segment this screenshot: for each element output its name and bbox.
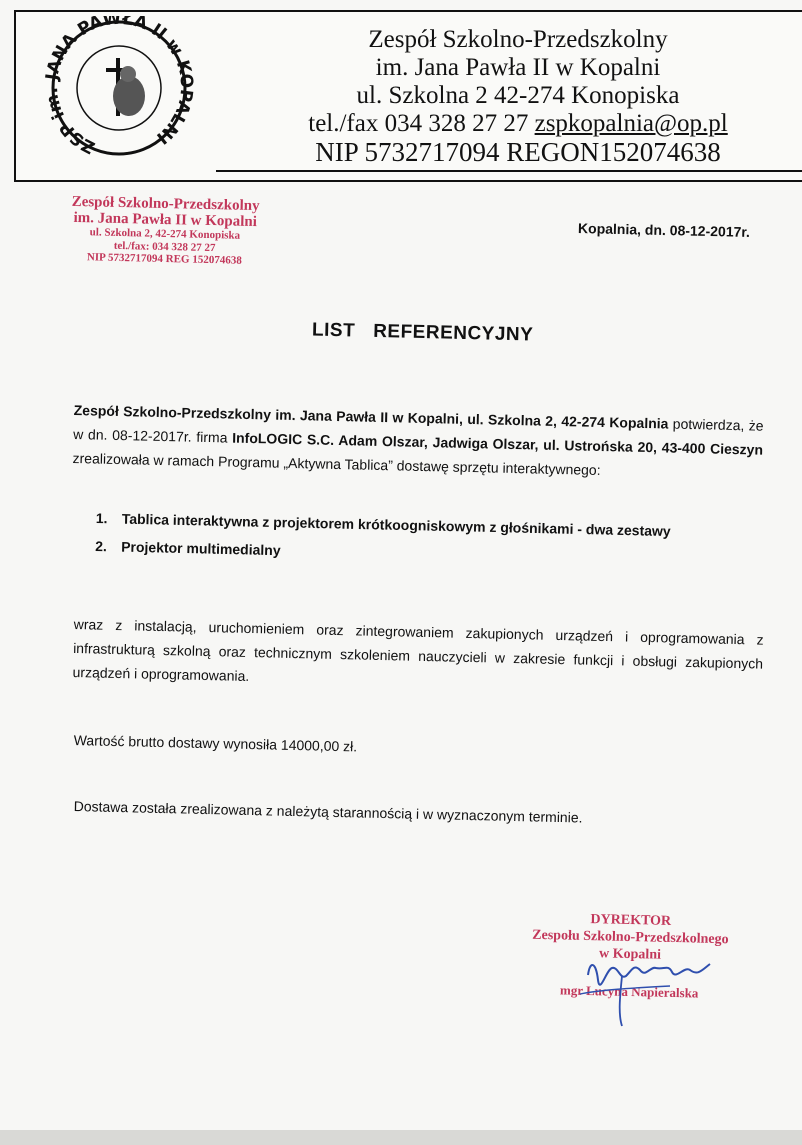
intro-text-1: potwierdza, że w dn. 08-12-2017r. firma xyxy=(73,415,764,446)
director-title: DYREKTOR xyxy=(590,912,672,929)
letter-title xyxy=(312,319,534,346)
stamp-line-5: NIP 5732717094 REG 152074638 xyxy=(86,251,242,267)
letterhead-text xyxy=(238,26,798,166)
school-address: ul. Szkolna 2 42-274 Konopiska xyxy=(356,82,680,109)
stamp-line-4: tel./fax: 034 328 27 27 xyxy=(113,239,216,255)
stamp-line-3: ul. Szkolna 2, 42-274 Konopiska xyxy=(89,226,241,242)
closing-paragraph: Dostawa została zrealizowana z należytą starannością i w wyznaczonym terminie. xyxy=(73,797,583,826)
installation-paragraph: wraz z instalacją, uruchomieniem oraz zintegrowaniem zakupionych urządzeń i oprogramowania z infrastrukturą szkolną oraz technicznym szkoleniem nauczycieli w zakresie funkcji i obsługi zakupionych urządzeń i oprogramowania. xyxy=(72,615,764,684)
address-stamp xyxy=(59,194,271,268)
list-item-text: Tablica interaktywna z projektorem krótkoogniskowym z głośnikami - dwa zestawy xyxy=(121,510,671,540)
list-item-text: Projektor multimedialny xyxy=(120,538,281,559)
director-name: mgr Lucyna Napieralska xyxy=(559,982,699,1001)
list-item-number: 2. xyxy=(95,537,108,555)
intro-paragraph xyxy=(72,398,763,486)
intro-text-2: zrealizowała w ramach Programu „Aktywna Tablica” dostawę sprzętu interaktywnego: xyxy=(72,449,601,478)
school-logo-graphic xyxy=(24,16,214,166)
delivered-items-list xyxy=(95,510,736,581)
director-location: w Kopalni xyxy=(598,946,662,963)
director-institution: Zespołu Szkolno-Przedszkolnego xyxy=(532,927,729,948)
list-item xyxy=(96,510,736,541)
title-word-1: LIST xyxy=(311,319,356,342)
stamp-line-1: Zespół Szkolno-Przedszkolny xyxy=(71,193,260,215)
list-item-number: 1. xyxy=(95,510,108,527)
school-tax-ids: NIP 5732717094 REGON152074638 xyxy=(315,137,721,167)
intro-company: InfoLOGIC S.C. Adam Olszar, Jadwiga Olszar, ul. Ustrońska 20, 43-400 Cieszyn xyxy=(232,429,764,458)
title-word-2: REFERENCYJNY xyxy=(372,320,534,346)
stamp-line-2: im. Jana Pawła II w Kopalni xyxy=(73,209,258,231)
signature-graphic xyxy=(560,940,730,1030)
letterhead-rule xyxy=(216,170,802,172)
intro-school: Zespół Szkolno-Przedszkolny im. Jana Pawła II w Kopalni, ul. Szkolna 2, 42-274 Kopalnia xyxy=(73,401,669,432)
school-logo xyxy=(24,16,214,166)
school-email-link[interactable]: zspkopalnia@op.pl xyxy=(534,110,728,137)
letter-date: Kopalnia, dn. 08-12-2017r. xyxy=(577,220,751,240)
value-paragraph: Wartość brutto dostawy wynosiła 14000,00 zł. xyxy=(73,731,358,755)
school-name: Zespół Szkolno-Przedszkolny xyxy=(368,26,668,53)
page-bottom-edge xyxy=(0,1130,802,1145)
svg-text:ZSP im. JANA PAWŁA II w KOPALN: ZSP im. JANA PAWŁA II w KOPALNI xyxy=(41,16,197,158)
school-contact xyxy=(238,110,798,138)
list-item xyxy=(95,538,735,569)
school-patron: im. Jana Pawła II w Kopalni xyxy=(375,54,661,81)
handwritten-signature xyxy=(560,940,730,1030)
letterhead xyxy=(14,10,802,182)
school-phone: tel./fax 034 328 27 27 xyxy=(308,110,535,137)
